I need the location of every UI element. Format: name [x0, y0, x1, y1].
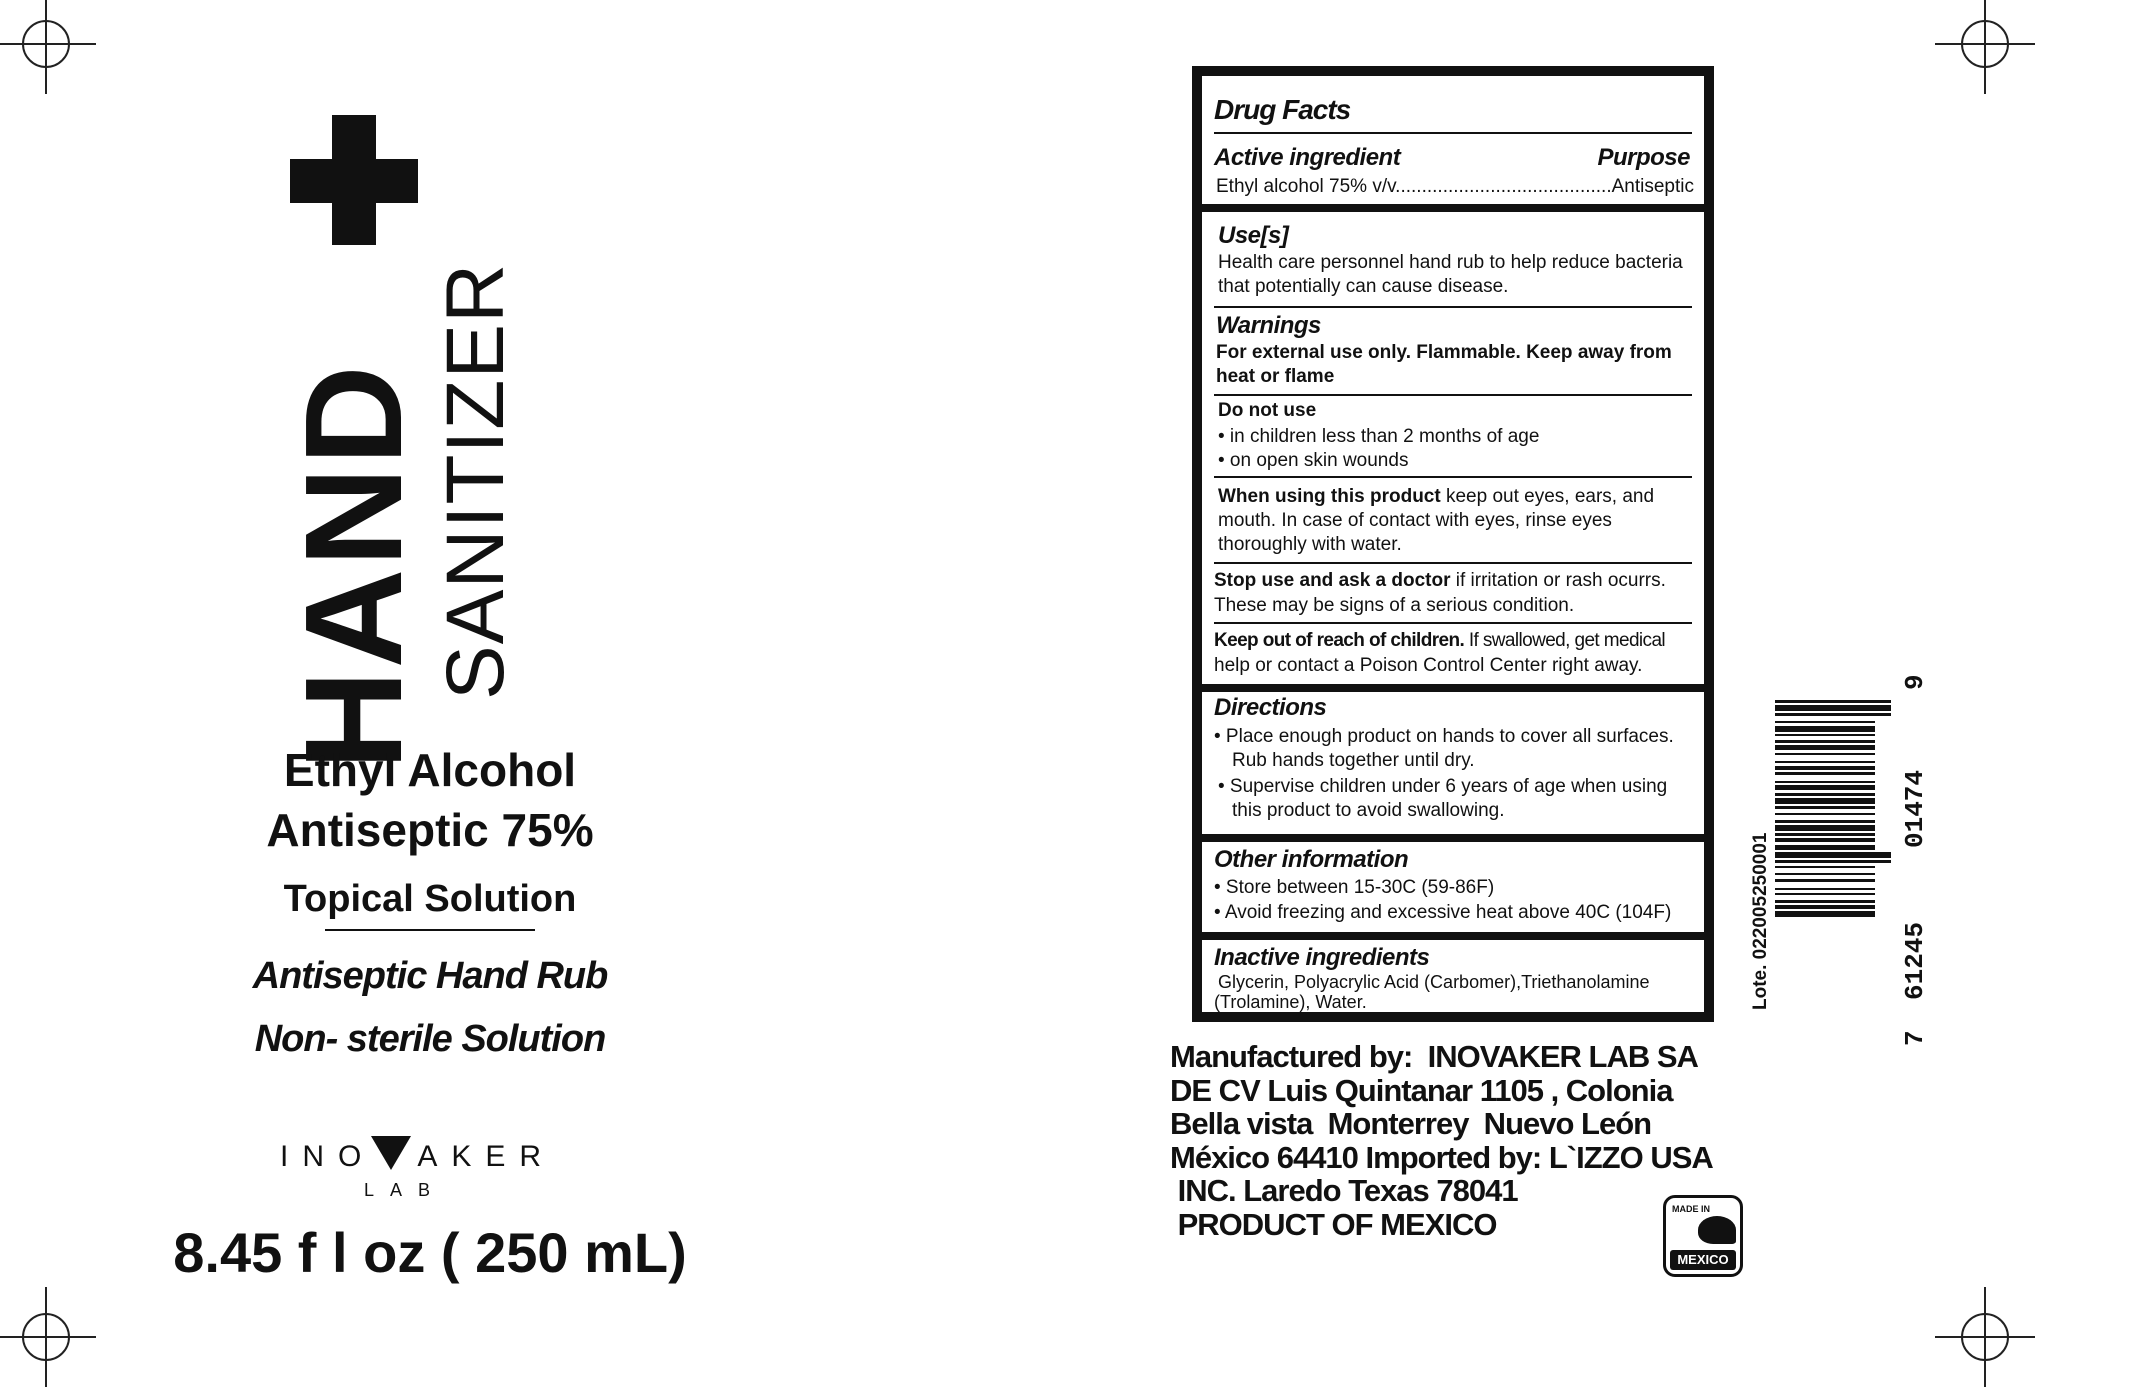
- barcode-bar: [1775, 852, 1891, 858]
- logo-text-right: AKER: [417, 1140, 556, 1173]
- eagle-icon: [1698, 1216, 1736, 1244]
- stop-use-line-1: [1214, 568, 1666, 593]
- barcode-bar: [1775, 793, 1875, 796]
- plus-icon-bar: [290, 159, 418, 203]
- brand-mark: [277, 110, 555, 770]
- warnings-line-1: For external use only. Flammable. Keep away from: [1216, 342, 1672, 363]
- barcode-bar: [1775, 838, 1875, 842]
- divider: [1214, 562, 1692, 564]
- warnings-heading: Warnings: [1216, 312, 1321, 339]
- barcode-bar: [1775, 893, 1875, 895]
- brand-sanitizer: SANITIZER: [430, 262, 521, 700]
- when-using-text: keep out eyes, ears, and: [1440, 486, 1655, 507]
- directions-heading: Directions: [1214, 694, 1327, 721]
- drug-facts-title: Drug Facts: [1214, 94, 1351, 125]
- uses-line-2: that potentially can cause disease.: [1218, 276, 1509, 297]
- product-name-line2: Antiseptic 75%: [266, 804, 594, 856]
- registration-mark-bottom-right: [1935, 1287, 2035, 1387]
- barcode-bar: [1775, 761, 1875, 763]
- active-ingredient-line: Ethyl alcohol 75% v/v.........................................Antiseptic: [1216, 176, 1694, 197]
- divider: [1214, 132, 1692, 134]
- barcode-bar: [1775, 753, 1875, 755]
- badge-bottom-text: MEXICO: [1670, 1250, 1736, 1270]
- barcode-bar: [1775, 734, 1875, 736]
- barcode-digits-right: 01474: [1900, 769, 1930, 848]
- do-not-use-item-1: • in children less than 2 months of age: [1218, 426, 1540, 447]
- stop-use-text: if irritation or rash ocurrs.: [1450, 570, 1666, 591]
- section-separator: [1202, 204, 1704, 212]
- barcode-bar: [1775, 888, 1875, 890]
- when-using-line-2: mouth. In case of contact with eyes, rinse eyes: [1218, 510, 1612, 531]
- net-volume: 8.45 f l oz ( 250 mL): [173, 1221, 687, 1284]
- other-info-heading: Other information: [1214, 846, 1409, 873]
- drug-facts-panel: [1192, 66, 1714, 1022]
- barcode-bar: [1775, 798, 1875, 804]
- uses-heading: Use[s]: [1218, 222, 1289, 249]
- inactive-line-2: (Trolamine), Water.: [1214, 992, 1367, 1012]
- barcode-bar: [1775, 845, 1875, 850]
- barcode-digit-last: 9: [1900, 674, 1930, 690]
- non-sterile-label: Non- sterile Solution: [254, 1018, 606, 1060]
- logo-sub: LAB: [364, 1180, 447, 1200]
- barcode-bar: [1775, 905, 1875, 909]
- topical-solution: Topical Solution: [283, 878, 577, 920]
- stop-use-bold: Stop use and ask a doctor: [1214, 570, 1451, 591]
- barcode-bar: [1775, 700, 1891, 703]
- barcode-bar: [1775, 866, 1875, 868]
- barcode-bar: [1775, 745, 1875, 750]
- barcode-bar: [1775, 833, 1875, 836]
- barcode-bar: [1775, 772, 1875, 775]
- barcode-bar: [1775, 900, 1875, 903]
- inovaker-logo: [280, 1136, 555, 1174]
- do-not-use-heading: Do not use: [1218, 400, 1317, 421]
- when-using-line-3: thoroughly with water.: [1218, 534, 1402, 555]
- made-in-mexico-badge: [1663, 1195, 1743, 1277]
- directions-item-2b: this product to avoid swallowing.: [1232, 800, 1505, 821]
- hand-rub-label: Antiseptic Hand Rub: [252, 955, 608, 997]
- lot-number: Lote. 022005250001: [1750, 832, 1771, 1010]
- barcode-bar: [1775, 785, 1875, 790]
- barcode-bar: [1775, 860, 1891, 863]
- barcode-bar: [1775, 825, 1875, 831]
- barcode-bar: [1775, 806, 1875, 809]
- barcode-bar: [1775, 879, 1875, 882]
- barcode-bar: [1775, 713, 1891, 716]
- uses-line-1: Health care personnel hand rub to help reduce bacteria: [1218, 252, 1683, 273]
- barcode-bar: [1775, 873, 1875, 875]
- inactive-line-1: Glycerin, Polyacrylic Acid (Carbomer),Triethanolamine: [1218, 972, 1650, 992]
- section-separator: [1202, 932, 1704, 940]
- barcode-digit-first: 7: [1900, 1030, 1930, 1046]
- barcode-bar: [1775, 813, 1875, 815]
- inactive-heading: Inactive ingredients: [1214, 944, 1430, 971]
- barcode-bar: [1775, 781, 1875, 783]
- divider: [1214, 394, 1692, 396]
- keep-out-line-2: help or contact a Poison Control Center right away.: [1214, 655, 1643, 676]
- divider: [1214, 306, 1692, 308]
- barcode-bar: [1775, 766, 1875, 770]
- other-info-item-2: • Avoid freezing and excessive heat above 40C (104F): [1214, 902, 1672, 923]
- keep-out-bold: Keep out of reach of children.: [1214, 630, 1465, 651]
- divider: [1214, 476, 1692, 478]
- do-not-use-item-2: • on open skin wounds: [1218, 450, 1409, 471]
- section-separator: [1202, 684, 1704, 692]
- active-ingredient-heading: Active ingredient: [1214, 144, 1401, 171]
- keep-out-text: If swallowed, get medical: [1464, 630, 1666, 651]
- brand-hand: HAND: [277, 363, 431, 770]
- directions-item-1a: • Place enough product on hands to cover all surfaces.: [1214, 726, 1674, 747]
- barcode-bar: [1775, 705, 1891, 711]
- product-name-line1: Ethyl Alcohol: [283, 744, 577, 796]
- barcode-bar: [1775, 911, 1875, 917]
- other-info-item-1: • Store between 15-30C (59-86F): [1214, 877, 1495, 898]
- manufacturer-info: Manufactured by: INOVAKER LAB SA DE CV Luis Quintanar 1105 , Colonia Bella vista Monterrey Nuevo León México 64410 Imported by: L`IZZO USA INC. Laredo Texas 78041 PRODUCT OF MEXICO: [1170, 1039, 1713, 1242]
- badge-top-text: MADE IN: [1672, 1204, 1710, 1214]
- barcode-bar: [1775, 820, 1875, 823]
- directions-item-2a: • Supervise children under 6 years of age when using: [1218, 776, 1668, 797]
- registration-mark-top-left: [0, 0, 96, 94]
- logo-triangle-icon: [371, 1136, 411, 1170]
- keep-out-line-1: [1214, 628, 1665, 653]
- barcode-bar: [1775, 721, 1875, 723]
- when-using-line-1: [1218, 484, 1654, 509]
- registration-mark-bottom-left: [0, 1287, 96, 1387]
- divider: [1214, 622, 1692, 624]
- product-strength: [150, 740, 710, 860]
- divider: [325, 929, 535, 931]
- barcode-digits-left: 61245: [1900, 921, 1930, 1000]
- registration-mark-top-right: [1935, 0, 2035, 94]
- when-using-bold: When using this product: [1218, 486, 1441, 507]
- barcode-bar: [1775, 740, 1875, 743]
- directions-item-1b: Rub hands together until dry.: [1232, 750, 1475, 771]
- stop-use-line-2: These may be signs of a serious condition.: [1214, 595, 1575, 616]
- logo-text-left: INO: [280, 1140, 376, 1173]
- warnings-line-2: heat or flame: [1216, 366, 1335, 387]
- purpose-heading: Purpose: [1597, 144, 1690, 171]
- barcode-bar: [1775, 726, 1875, 732]
- section-separator: [1202, 834, 1704, 842]
